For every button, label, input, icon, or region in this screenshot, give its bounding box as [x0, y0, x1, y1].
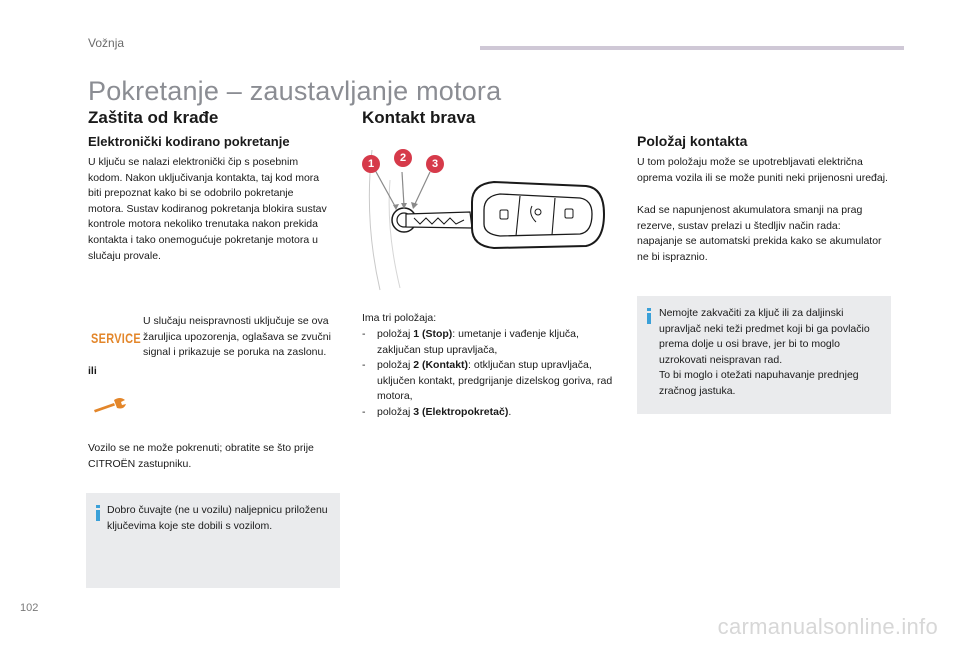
subheading-coded-start: Elektronički kodirano pokretanje	[88, 134, 290, 149]
callout-3: 3	[426, 155, 444, 173]
info-icon	[646, 308, 652, 324]
page-title: Pokretanje – zaustavljanje motora	[88, 76, 502, 106]
right-note-box	[637, 296, 891, 414]
heading-ignition-position: Položaj kontakta	[637, 133, 748, 149]
position-item-3: - položaj 3 (Elektropokretač).	[362, 405, 512, 418]
callout-2: 2	[394, 149, 412, 167]
positions-intro: Ima tri položaja:	[362, 312, 437, 324]
right-paragraph-1: U tom položaju može se upotrebljavati električna oprema vozila ili se može puniti neki prijenosni uređaj.	[637, 156, 888, 184]
header-divider	[480, 46, 904, 50]
callout-1: 1	[362, 155, 380, 173]
page-number: 102	[20, 602, 39, 614]
heading-theft-protection: Zaštita od krađe	[88, 108, 219, 127]
note-box-label	[86, 493, 340, 588]
service-warning-icon: SERVICE	[91, 330, 141, 346]
positions-list	[362, 327, 616, 421]
right-note-text-1: Nemojte zakvačiti za ključ ili za daljinski upravljač neki teži predmet koji bi ga povlačio prema dolje u osi brave, jer bi to moglo uzrokovati neispravan rad.	[659, 307, 870, 366]
position-item-2: - položaj 2 (Kontakt): otključan stup upravljača, uključen kontakt, predgrijanje dizelskog goriva, rad motora,	[362, 359, 613, 403]
heading-ignition: Kontakt brava	[362, 108, 476, 127]
watermark: carmanualsonline.info	[717, 614, 938, 639]
info-icon	[95, 505, 101, 521]
position-item-1: - položaj 1 (Stop): umetanje i vađenje ključa, zaključan stup upravljača,	[362, 328, 579, 356]
note-text: Dobro čuvajte (ne u vozilu) naljepnicu priloženu ključevima koje ste dobili s vozilom.	[107, 504, 328, 532]
intro-paragraph: U ključu se nalazi elektronički čip s posebnim kodom. Nakon uključivanja kontakta, taj kod mora biti prepoznat kako bi se odobrilo pokretanje motora. Sustav kodiranog pokretanja blokira sustav kontrole motora nekoliko trenutaka nakon prekida kontakta i tako onemogućuje pokretanje motora u slučaju provale.	[88, 156, 327, 262]
or-label: ili	[88, 365, 97, 377]
right-paragraph-2: Kad se napunjenost akumulatora smanji na prag rezerve, sustav prelazi u štedljiv način rada: napajanje se automatski prekida kako se akumulator ne bi ispraznio.	[637, 204, 882, 263]
right-note-text-2: To bi moglo i otežati napuhavanje prednjeg zračnog jastuka.	[659, 369, 859, 397]
wrench-icon	[92, 396, 128, 414]
dealer-paragraph: Vozilo se ne može pokrenuti; obratite se što prije CITROËN zastupniku.	[88, 442, 314, 470]
malfunction-paragraph: U slučaju neispravnosti uključuje se ova žaruljica upozorenja, oglašava se zvučni signal i prikazuje se poruka na zaslonu.	[143, 315, 331, 359]
section-label: Vožnja	[88, 36, 125, 50]
